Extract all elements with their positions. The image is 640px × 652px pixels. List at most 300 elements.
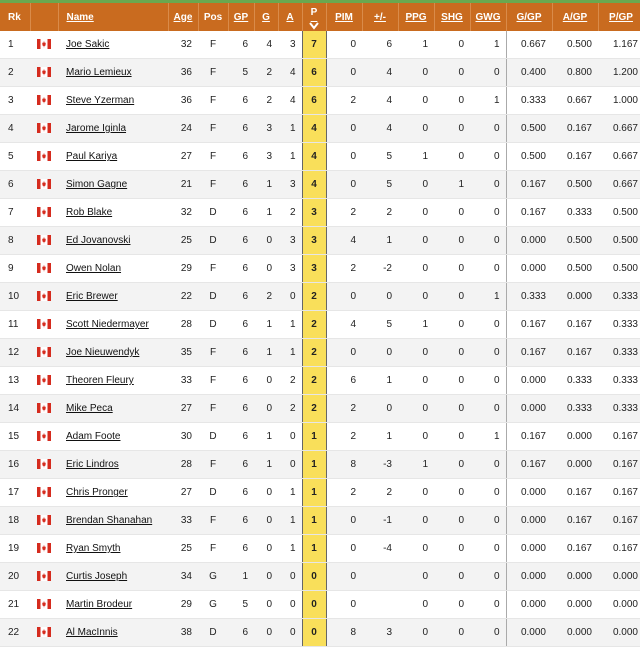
table-row: [0, 479, 640, 507]
ppg-cell: 0: [398, 199, 434, 227]
a-cell: 0: [278, 423, 302, 451]
p-per-gp-cell: 0.167: [598, 507, 640, 535]
name-cell: [58, 115, 168, 143]
g-per-gp-cell: 0.500: [506, 115, 552, 143]
p-per-gp-cell: 0.500: [598, 255, 640, 283]
g-per-gp-cell: 0.167: [506, 451, 552, 479]
p-per-gp-cell: 0.333: [598, 395, 640, 423]
gp-cell: 6: [228, 339, 254, 367]
g-cell: 0: [254, 395, 278, 423]
shg-cell: 0: [434, 143, 470, 171]
canada-flag-icon: [37, 263, 51, 273]
player-name-link[interactable]: Martin Brodeur: [66, 599, 133, 610]
gp-cell: 6: [228, 115, 254, 143]
g-cell: 0: [254, 367, 278, 395]
flag-cell: [30, 451, 58, 479]
gwg-cell: 0: [470, 535, 506, 563]
table-row: [0, 395, 640, 423]
g-per-gp-cell: 0.500: [506, 143, 552, 171]
ppg-cell: 0: [398, 535, 434, 563]
pim-cell: 0: [326, 283, 362, 311]
position-cell: D: [198, 311, 228, 339]
a-cell: 2: [278, 199, 302, 227]
gp-cell: 6: [228, 479, 254, 507]
g-cell: 0: [254, 563, 278, 591]
flag-cell: [30, 479, 58, 507]
ppg-cell: 0: [398, 591, 434, 619]
ppg-cell: 1: [398, 311, 434, 339]
flag-cell: [30, 171, 58, 199]
gwg-cell: 0: [470, 367, 506, 395]
points-cell: 4: [302, 115, 326, 143]
name-cell: [58, 171, 168, 199]
shg-cell: 0: [434, 115, 470, 143]
player-name-link[interactable]: Ryan Smyth: [66, 543, 121, 554]
a-cell: 0: [278, 591, 302, 619]
ppg-cell: 0: [398, 227, 434, 255]
flag-cell: [30, 87, 58, 115]
plusminus-cell: 1: [362, 367, 398, 395]
a-cell: 3: [278, 31, 302, 59]
rank-cell: 14: [0, 395, 30, 423]
player-name-link[interactable]: Simon Gagne: [66, 179, 128, 190]
shg-cell: 0: [434, 395, 470, 423]
a-per-gp-cell: 0.167: [552, 143, 598, 171]
header-plusminus[interactable]: +/-: [362, 3, 398, 31]
player-name-link[interactable]: Joe Nieuwendyk: [66, 347, 140, 358]
g-per-gp-cell: 0.167: [506, 339, 552, 367]
name-cell: [58, 563, 168, 591]
a-cell: 0: [278, 619, 302, 647]
name-cell: [58, 87, 168, 115]
shg-cell: 0: [434, 563, 470, 591]
table-row: [0, 31, 640, 59]
g-cell: 1: [254, 311, 278, 339]
g-per-gp-cell: 0.167: [506, 311, 552, 339]
player-name-link[interactable]: Jarome Iginla: [66, 123, 127, 134]
a-cell: 1: [278, 339, 302, 367]
ppg-cell: 1: [398, 451, 434, 479]
g-cell: 3: [254, 115, 278, 143]
shg-cell: 0: [434, 283, 470, 311]
p-per-gp-cell: 0.000: [598, 591, 640, 619]
name-cell: [58, 339, 168, 367]
a-cell: 1: [278, 507, 302, 535]
position-cell: G: [198, 563, 228, 591]
gwg-cell: 0: [470, 395, 506, 423]
ppg-cell: 0: [398, 59, 434, 87]
a-per-gp-cell: 0.000: [552, 451, 598, 479]
g-cell: 0: [254, 507, 278, 535]
plusminus-cell: 5: [362, 171, 398, 199]
gp-cell: 6: [228, 31, 254, 59]
ppg-cell: 0: [398, 171, 434, 199]
player-name-link[interactable]: Rob Blake: [66, 207, 113, 218]
shg-cell: 0: [434, 199, 470, 227]
plusminus-cell: [362, 563, 398, 591]
position-cell: F: [198, 535, 228, 563]
position-cell: D: [198, 479, 228, 507]
a-per-gp-cell: 0.000: [552, 283, 598, 311]
g-per-gp-cell: 0.000: [506, 591, 552, 619]
ppg-cell: 0: [398, 367, 434, 395]
gp-cell: 6: [228, 423, 254, 451]
player-name-link[interactable]: Scott Niedermayer: [66, 319, 149, 330]
position-cell: F: [198, 507, 228, 535]
gwg-cell: 0: [470, 451, 506, 479]
gp-cell: 6: [228, 199, 254, 227]
player-name-link[interactable]: Mario Lemieux: [66, 67, 132, 78]
age-cell: 21: [168, 171, 198, 199]
age-cell: 28: [168, 311, 198, 339]
g-per-gp-cell: 0.000: [506, 619, 552, 647]
plusminus-cell: -3: [362, 451, 398, 479]
age-cell: 32: [168, 31, 198, 59]
player-stats-table: [0, 3, 640, 647]
age-cell: 28: [168, 451, 198, 479]
header-name[interactable]: Name: [58, 3, 168, 31]
g-cell: 0: [254, 619, 278, 647]
a-cell: 1: [278, 479, 302, 507]
rank-cell: 4: [0, 115, 30, 143]
a-cell: 0: [278, 563, 302, 591]
gp-cell: 6: [228, 283, 254, 311]
points-cell: 3: [302, 255, 326, 283]
g-per-gp-cell: 0.333: [506, 283, 552, 311]
position-cell: D: [198, 619, 228, 647]
age-cell: 25: [168, 535, 198, 563]
a-cell: 1: [278, 143, 302, 171]
a-cell: 1: [278, 535, 302, 563]
header-p[interactable]: [302, 3, 326, 31]
gwg-cell: 1: [470, 423, 506, 451]
a-per-gp-cell: 0.500: [552, 227, 598, 255]
player-name-link[interactable]: Mike Peca: [66, 403, 113, 414]
rank-cell: 17: [0, 479, 30, 507]
header-pim[interactable]: PIM: [326, 3, 362, 31]
canada-flag-icon: [37, 431, 51, 441]
gp-cell: 5: [228, 59, 254, 87]
age-cell: 35: [168, 339, 198, 367]
rank-cell: 9: [0, 255, 30, 283]
g-cell: 2: [254, 283, 278, 311]
header-rk: Rk: [0, 3, 30, 31]
name-cell: [58, 591, 168, 619]
gwg-cell: 0: [470, 227, 506, 255]
plusminus-cell: 1: [362, 227, 398, 255]
header-ppg[interactable]: PPG: [398, 3, 434, 31]
flag-cell: [30, 59, 58, 87]
plusminus-cell: 6: [362, 31, 398, 59]
ppg-cell: 0: [398, 339, 434, 367]
gp-cell: 6: [228, 451, 254, 479]
position-cell: G: [198, 591, 228, 619]
g-per-gp-cell: 0.167: [506, 423, 552, 451]
p-per-gp-cell: 0.000: [598, 563, 640, 591]
player-name-link[interactable]: Chris Pronger: [66, 487, 128, 498]
shg-cell: 0: [434, 479, 470, 507]
flag-cell: [30, 143, 58, 171]
table-row: [0, 619, 640, 647]
player-name-link[interactable]: Joe Sakic: [66, 39, 110, 50]
flag-cell: [30, 591, 58, 619]
gp-cell: 6: [228, 171, 254, 199]
plusminus-cell: -2: [362, 255, 398, 283]
g-cell: 1: [254, 171, 278, 199]
gp-cell: 6: [228, 311, 254, 339]
g-per-gp-cell: 0.167: [506, 171, 552, 199]
shg-cell: 0: [434, 507, 470, 535]
g-per-gp-cell: 0.167: [506, 199, 552, 227]
name-cell: [58, 255, 168, 283]
points-cell: 1: [302, 479, 326, 507]
shg-cell: 0: [434, 87, 470, 115]
position-cell: F: [198, 171, 228, 199]
g-cell: 0: [254, 227, 278, 255]
table-row: [0, 367, 640, 395]
rank-cell: 5: [0, 143, 30, 171]
plusminus-cell: 5: [362, 311, 398, 339]
pim-cell: 2: [326, 199, 362, 227]
shg-cell: 0: [434, 591, 470, 619]
ppg-cell: 0: [398, 563, 434, 591]
p-per-gp-cell: 0.167: [598, 451, 640, 479]
p-per-gp-cell: 0.667: [598, 143, 640, 171]
header-g-per-gp[interactable]: G/GP: [506, 3, 552, 31]
rank-cell: 11: [0, 311, 30, 339]
player-name-link[interactable]: Adam Foote: [66, 431, 121, 442]
a-per-gp-cell: 0.167: [552, 311, 598, 339]
g-cell: 2: [254, 87, 278, 115]
canada-flag-icon: [37, 459, 51, 469]
a-per-gp-cell: 0.000: [552, 563, 598, 591]
pim-cell: 2: [326, 423, 362, 451]
name-cell: [58, 451, 168, 479]
a-per-gp-cell: 0.800: [552, 59, 598, 87]
shg-cell: 0: [434, 535, 470, 563]
player-name-link[interactable]: Theoren Fleury: [66, 375, 134, 386]
gwg-cell: 0: [470, 591, 506, 619]
chevron-down-icon: [309, 22, 319, 30]
points-cell: 1: [302, 423, 326, 451]
gp-cell: 5: [228, 591, 254, 619]
gwg-cell: 0: [470, 199, 506, 227]
position-cell: F: [198, 255, 228, 283]
name-cell: [58, 199, 168, 227]
g-cell: 0: [254, 255, 278, 283]
name-cell: [58, 143, 168, 171]
header-gwg[interactable]: GWG: [470, 3, 506, 31]
name-cell: [58, 507, 168, 535]
age-cell: 27: [168, 479, 198, 507]
flag-cell: [30, 619, 58, 647]
ppg-cell: 0: [398, 255, 434, 283]
p-per-gp-cell: 0.333: [598, 283, 640, 311]
player-name-link[interactable]: Steve Yzerman: [66, 95, 135, 106]
player-name-link[interactable]: Eric Lindros: [66, 459, 119, 470]
canada-flag-icon: [37, 123, 51, 133]
ppg-cell: 0: [398, 283, 434, 311]
flag-cell: [30, 563, 58, 591]
g-per-gp-cell: 0.000: [506, 535, 552, 563]
points-cell: 0: [302, 619, 326, 647]
flag-cell: [30, 199, 58, 227]
rank-cell: 8: [0, 227, 30, 255]
table-row: [0, 87, 640, 115]
gp-cell: 6: [228, 395, 254, 423]
player-name-link[interactable]: Eric Brewer: [66, 291, 118, 302]
gp-cell: 6: [228, 143, 254, 171]
player-name-link[interactable]: Curtis Joseph: [66, 571, 128, 582]
gwg-cell: 0: [470, 255, 506, 283]
a-per-gp-cell: 0.500: [552, 31, 598, 59]
points-cell: 1: [302, 535, 326, 563]
rank-cell: 10: [0, 283, 30, 311]
points-cell: 1: [302, 507, 326, 535]
position-cell: F: [198, 143, 228, 171]
player-name-link[interactable]: Ed Jovanovski: [66, 235, 131, 246]
name-cell: [58, 479, 168, 507]
rank-cell: 19: [0, 535, 30, 563]
header-a-per-gp[interactable]: A/GP: [552, 3, 598, 31]
position-cell: F: [198, 115, 228, 143]
header-p-label: P: [310, 6, 318, 18]
ppg-cell: 0: [398, 507, 434, 535]
pim-cell: 6: [326, 367, 362, 395]
age-cell: 27: [168, 143, 198, 171]
player-name-link[interactable]: Al MacInnis: [66, 627, 118, 638]
player-name-link[interactable]: Brendan Shanahan: [66, 515, 153, 526]
a-per-gp-cell: 0.167: [552, 507, 598, 535]
canada-flag-icon: [37, 207, 51, 217]
position-cell: F: [198, 339, 228, 367]
position-cell: F: [198, 451, 228, 479]
rank-cell: 1: [0, 31, 30, 59]
table-row: [0, 59, 640, 87]
age-cell: 30: [168, 423, 198, 451]
gwg-cell: 0: [470, 619, 506, 647]
canada-flag-icon: [37, 179, 51, 189]
table-row: [0, 451, 640, 479]
g-per-gp-cell: 0.667: [506, 31, 552, 59]
flag-cell: [30, 423, 58, 451]
pim-cell: 0: [326, 59, 362, 87]
header-g[interactable]: G: [254, 3, 278, 31]
name-cell: [58, 395, 168, 423]
canada-flag-icon: [37, 627, 51, 637]
name-cell: [58, 535, 168, 563]
a-per-gp-cell: 0.333: [552, 395, 598, 423]
flag-cell: [30, 115, 58, 143]
rank-cell: 3: [0, 87, 30, 115]
p-per-gp-cell: 0.333: [598, 367, 640, 395]
pim-cell: 0: [326, 563, 362, 591]
rank-cell: 21: [0, 591, 30, 619]
plusminus-cell: [362, 591, 398, 619]
gp-cell: 6: [228, 619, 254, 647]
a-per-gp-cell: 0.333: [552, 199, 598, 227]
age-cell: 36: [168, 59, 198, 87]
shg-cell: 0: [434, 59, 470, 87]
ppg-cell: 1: [398, 143, 434, 171]
position-cell: F: [198, 367, 228, 395]
rank-cell: 6: [0, 171, 30, 199]
name-cell: [58, 227, 168, 255]
pim-cell: 0: [326, 339, 362, 367]
pim-cell: 2: [326, 255, 362, 283]
a-per-gp-cell: 0.500: [552, 171, 598, 199]
pim-cell: 2: [326, 87, 362, 115]
name-cell: [58, 423, 168, 451]
player-name-link[interactable]: Paul Kariya: [66, 151, 118, 162]
header-p-per-gp[interactable]: P/GP: [598, 3, 640, 31]
a-cell: 3: [278, 227, 302, 255]
a-cell: 1: [278, 115, 302, 143]
plusminus-cell: 4: [362, 115, 398, 143]
ppg-cell: 0: [398, 619, 434, 647]
g-cell: 1: [254, 199, 278, 227]
gwg-cell: 0: [470, 339, 506, 367]
header-pos: Pos: [198, 3, 228, 31]
gp-cell: 6: [228, 367, 254, 395]
canada-flag-icon: [37, 235, 51, 245]
canada-flag-icon: [37, 67, 51, 77]
rank-cell: 16: [0, 451, 30, 479]
shg-cell: 0: [434, 423, 470, 451]
gwg-cell: 0: [470, 59, 506, 87]
age-cell: 34: [168, 563, 198, 591]
position-cell: F: [198, 87, 228, 115]
header-shg[interactable]: SHG: [434, 3, 470, 31]
g-per-gp-cell: 0.333: [506, 87, 552, 115]
flag-cell: [30, 311, 58, 339]
pim-cell: 0: [326, 143, 362, 171]
header-a[interactable]: A: [278, 3, 302, 31]
points-cell: 7: [302, 31, 326, 59]
age-cell: 38: [168, 619, 198, 647]
g-per-gp-cell: 0.000: [506, 395, 552, 423]
plusminus-cell: 2: [362, 199, 398, 227]
points-cell: 2: [302, 395, 326, 423]
plusminus-cell: 1: [362, 423, 398, 451]
name-cell: [58, 59, 168, 87]
a-cell: 4: [278, 59, 302, 87]
plusminus-cell: -4: [362, 535, 398, 563]
gwg-cell: 0: [470, 563, 506, 591]
flag-cell: [30, 255, 58, 283]
table-row: [0, 171, 640, 199]
pim-cell: 0: [326, 171, 362, 199]
player-name-link[interactable]: Owen Nolan: [66, 263, 122, 274]
a-cell: 2: [278, 367, 302, 395]
table-row: [0, 423, 640, 451]
header-age[interactable]: Age: [168, 3, 198, 31]
position-cell: F: [198, 31, 228, 59]
plusminus-cell: 4: [362, 87, 398, 115]
age-cell: 24: [168, 115, 198, 143]
p-per-gp-cell: 1.167: [598, 31, 640, 59]
position-cell: D: [198, 199, 228, 227]
a-cell: 4: [278, 87, 302, 115]
points-cell: 3: [302, 199, 326, 227]
header-gp[interactable]: GP: [228, 3, 254, 31]
name-cell: [58, 31, 168, 59]
canada-flag-icon: [37, 599, 51, 609]
points-cell: 0: [302, 591, 326, 619]
points-cell: 4: [302, 143, 326, 171]
canada-flag-icon: [37, 95, 51, 105]
plusminus-cell: 4: [362, 59, 398, 87]
